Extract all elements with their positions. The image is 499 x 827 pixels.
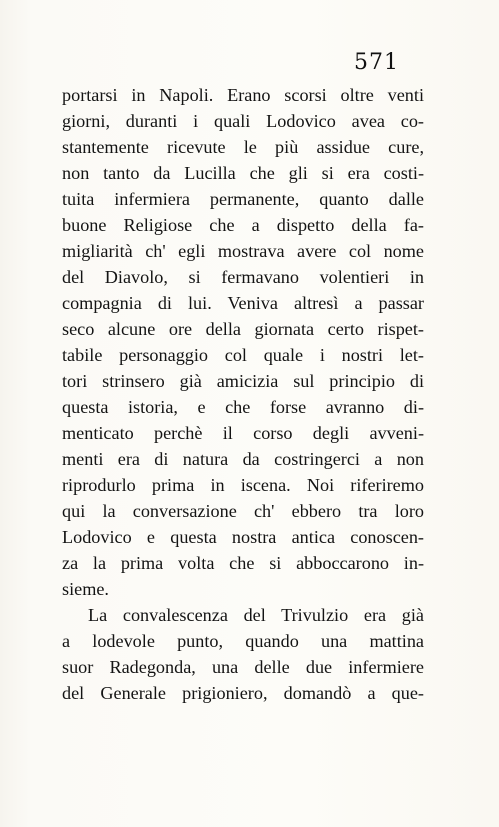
text-line: seco alcune ore della giornata certo rispet- xyxy=(62,319,424,339)
text-line: tabile personaggio col quale i nostri let- xyxy=(62,345,424,365)
text-line: menticato perchè il corso degli avveni- xyxy=(62,423,424,443)
text-line: Lodovico e questa nostra antica conoscen- xyxy=(62,527,424,547)
text-line: del Diavolo, si fermavano volentieri in xyxy=(62,267,424,287)
text-line: portarsi in Napoli. Erano scorsi oltre venti xyxy=(62,85,424,105)
text-line: qui la conversazione ch' ebbero tra loro xyxy=(62,501,424,521)
body-text xyxy=(62,82,424,706)
paragraph-1 xyxy=(62,82,424,602)
text-line: a lodevole punto, quando una mattina xyxy=(62,631,424,651)
text-line: questa istoria, e che forse avranno di- xyxy=(62,397,424,417)
text-line: compagnia di lui. Veniva altresì a passar xyxy=(62,293,424,313)
text-line: La convalescenza del Trivulzio era già xyxy=(88,605,424,625)
paragraph-2 xyxy=(62,602,424,706)
text-line: tori strinsero già amicizia sul principio di xyxy=(62,371,424,391)
text-line: stantemente ricevute le più assidue cure, xyxy=(62,137,424,157)
text-line: del Generale prigioniero, domandò a que- xyxy=(62,683,424,703)
text-line: riprodurlo prima in iscena. Noi riferiremo xyxy=(62,475,424,495)
text-line: za la prima volta che si abboccarono in- xyxy=(62,553,424,573)
text-line: non tanto da Lucilla che gli si era costi- xyxy=(62,163,424,183)
text-line: buone Religiose che a dispetto della fa- xyxy=(62,215,424,235)
text-line: migliarità ch' egli mostrava avere col nome xyxy=(62,241,424,261)
text-line: sieme. xyxy=(62,579,109,599)
text-line: menti era di natura da costringerci a non xyxy=(62,449,424,469)
text-line: tuita infermiera permanente, quanto dalle xyxy=(62,189,424,209)
text-line: suor Radegonda, una delle due infermiere xyxy=(62,657,424,677)
page-number: 571 xyxy=(354,50,399,75)
text-line: giorni, duranti i quali Lodovico avea co- xyxy=(62,111,424,131)
